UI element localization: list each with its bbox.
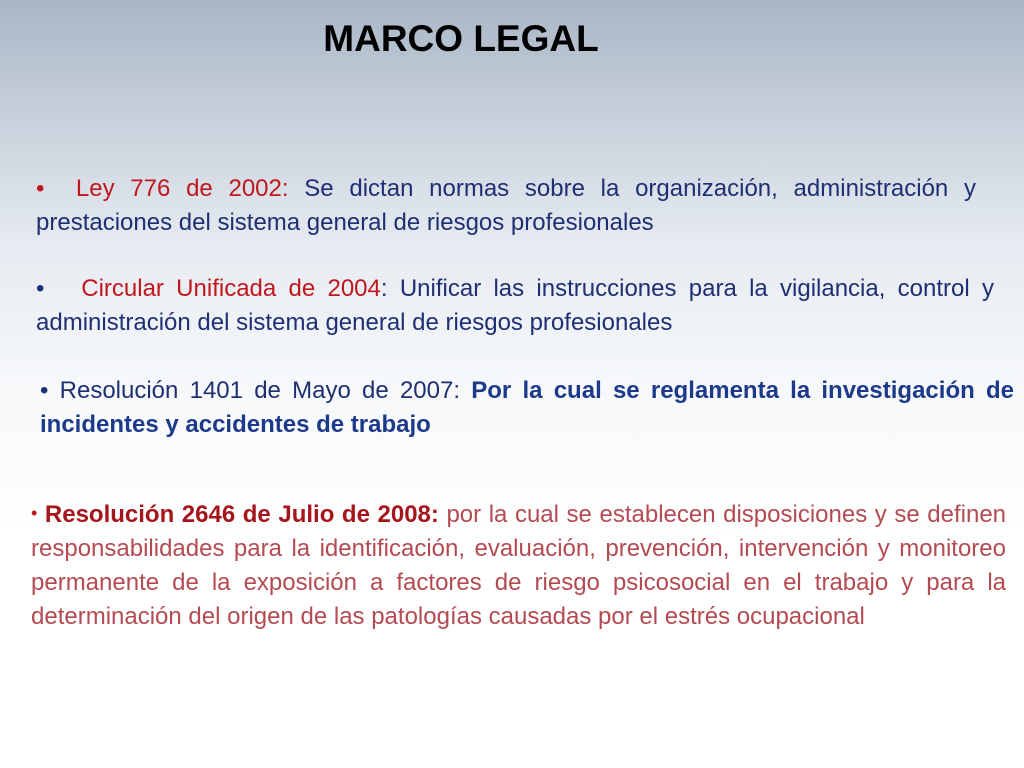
item-body: Por la cual se reglamenta la investigación de incidentes y accidentes de trabajo bbox=[40, 377, 1014, 438]
item-head: Ley 776 de 2002: bbox=[75, 175, 289, 202]
bullet: • bbox=[36, 175, 45, 202]
item-ley-776 bbox=[36, 172, 976, 240]
item-head: Resolución 1401 de Mayo de 2007: bbox=[59, 377, 461, 404]
item-circular-unificada bbox=[36, 272, 994, 340]
item-body: Unificar las instrucciones para la vigilancia, control y administración del sistema general de riesgos profesionales bbox=[36, 275, 994, 336]
item-resolucion-1401 bbox=[40, 374, 1014, 442]
item-body: por la cual se establecen disposiciones y se definen responsabilidades para la identificación, evaluación, prevención, intervención y monitoreo permanente de la exposición a factores de riesgo psicosocial en el trabajo y para la determinación del origen de las patologías causadas por el estrés ocupacional bbox=[31, 501, 1007, 630]
item-resolucion-2646 bbox=[31, 496, 1006, 634]
item-head: Circular Unificada de 2004 bbox=[81, 275, 381, 302]
bullet: • bbox=[40, 377, 49, 404]
bullet: • bbox=[36, 275, 45, 302]
slide-title: MARCO LEGAL bbox=[323, 18, 599, 59]
bullet: • bbox=[31, 503, 38, 523]
item-body: Se dictan normas sobre la organización, administración y prestaciones del sistema general de riesgos profesionales bbox=[36, 175, 977, 236]
item-colon: : bbox=[380, 275, 388, 302]
item-head: Resolución 2646 de Julio de 2008: bbox=[44, 501, 439, 528]
